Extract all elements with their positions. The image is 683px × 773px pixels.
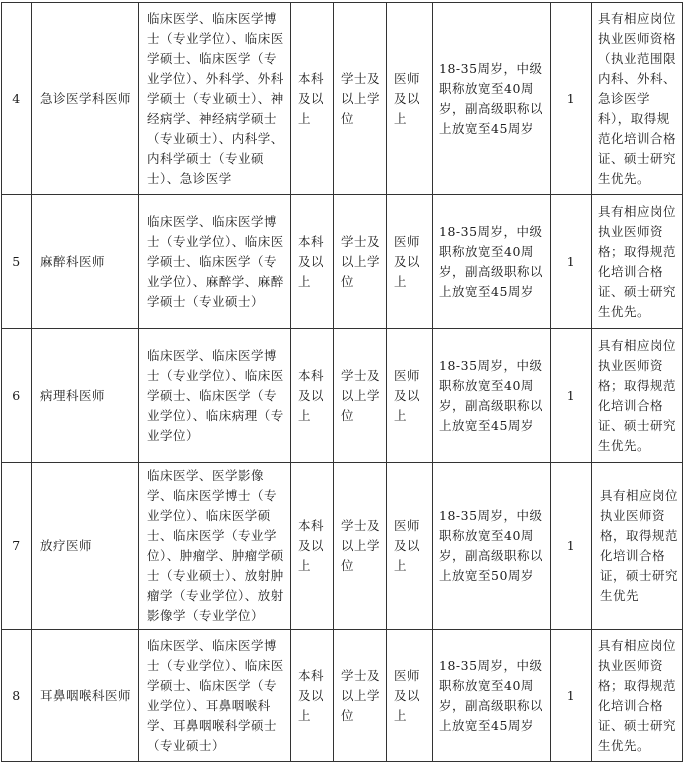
age-requirement: 18-35周岁，中级职称放宽至40周岁，副高级职称以上放宽至45周岁 (433, 329, 551, 463)
degree-requirement: 学士及以上学位 (334, 329, 387, 463)
education-requirement: 本科及以上 (291, 3, 334, 195)
table-row (2, 463, 683, 630)
age-requirement: 18-35周岁，中级职称放宽至40周岁，副高级职称以上放宽至45周岁 (433, 3, 551, 195)
age-requirement: 18-35周岁，中级职称放宽至40周岁，副高级职称以上放宽至45周岁 (433, 630, 551, 762)
degree-requirement: 学士及以上学位 (334, 630, 387, 762)
row-number: 5 (2, 195, 32, 329)
table-row (2, 3, 683, 195)
hire-count: 1 (551, 195, 592, 329)
age-requirement: 18-35周岁，中级职称放宽至40周岁，副高级职称以上放宽至50周岁 (433, 463, 551, 630)
position-name: 急诊医学科医师 (32, 3, 139, 195)
hire-count: 1 (551, 3, 592, 195)
hire-count: 1 (551, 329, 592, 463)
position-name: 病理科医师 (32, 329, 139, 463)
recruitment-table (1, 2, 683, 762)
major-requirement: 临床医学、临床医学博士（专业学位）、临床医学硕士、临床医学（专业学位）、临床病理（专业学位） (139, 329, 291, 463)
major-requirement: 临床医学、临床医学博士（专业学位）、临床医学硕士、临床医学（专业学位）、麻醉学、麻醉学硕士（专业硕士） (139, 195, 291, 329)
other-requirement: 具有相应岗位执业医师资格；取得规范化培训合格证、硕士研究生优先。 (592, 630, 683, 762)
education-requirement: 本科及以上 (291, 630, 334, 762)
table-row (2, 195, 683, 329)
position-name: 放疗医师 (32, 463, 139, 630)
education-requirement: 本科及以上 (291, 329, 334, 463)
major-requirement: 临床医学、临床医学博士（专业学位）、临床医学硕士、临床医学（专业学位）、外科学、外科学硕士（专业硕士）、神经病学、神经病学硕士（专业硕士）、内科学、内科学硕士（专业硕士）、急诊医学 (139, 3, 291, 195)
degree-requirement: 学士及以上学位 (334, 463, 387, 630)
hire-count: 1 (551, 463, 592, 630)
title-requirement: 医师及以上 (387, 3, 433, 195)
row-number: 7 (2, 463, 32, 630)
row-number: 8 (2, 630, 32, 762)
title-requirement: 医师及以上 (387, 195, 433, 329)
education-requirement: 本科及以上 (291, 195, 334, 329)
row-number: 4 (2, 3, 32, 195)
education-requirement: 本科及以上 (291, 463, 334, 630)
degree-requirement: 学士及以上学位 (334, 3, 387, 195)
title-requirement: 医师及以上 (387, 329, 433, 463)
degree-requirement: 学士及以上学位 (334, 195, 387, 329)
age-requirement: 18-35周岁，中级职称放宽至40周岁，副高级职称以上放宽至45周岁 (433, 195, 551, 329)
position-name: 麻醉科医师 (32, 195, 139, 329)
other-requirement: 具有相应岗位执业医师资格；取得规范化培训合格证、硕士研究生优先。 (592, 195, 683, 329)
major-requirement: 临床医学、医学影像学、临床医学博士（专业学位）、临床医学硕士、临床医学（专业学位）、肿瘤学、肿瘤学硕士（专业硕士）、放射肿瘤学（专业学位）、放射影像学（专业学位） (139, 463, 291, 630)
other-requirement: 具有相应岗位执业医师资格（执业范围限内科、外科、急诊医学科），取得规范化培训合格证、硕士研究生优先。 (592, 3, 683, 195)
title-requirement: 医师及以上 (387, 630, 433, 762)
table-row (2, 329, 683, 463)
row-number: 6 (2, 329, 32, 463)
major-requirement: 临床医学、临床医学博士（专业学位）、临床医学硕士、临床医学（专业学位）、耳鼻咽喉科学、耳鼻咽喉科学硕士（专业硕士） (139, 630, 291, 762)
table-row (2, 630, 683, 762)
other-requirement: 具有相应岗位执业医师资格；取得规范化培训合格证、硕士研究生优先。 (592, 329, 683, 463)
hire-count: 1 (551, 630, 592, 762)
other-requirement: 具有相应岗位执业医师资格，取得规范化培训合格证，硕士研究生优先 (592, 463, 683, 630)
title-requirement: 医师及以上 (387, 463, 433, 630)
position-name: 耳鼻咽喉科医师 (32, 630, 139, 762)
